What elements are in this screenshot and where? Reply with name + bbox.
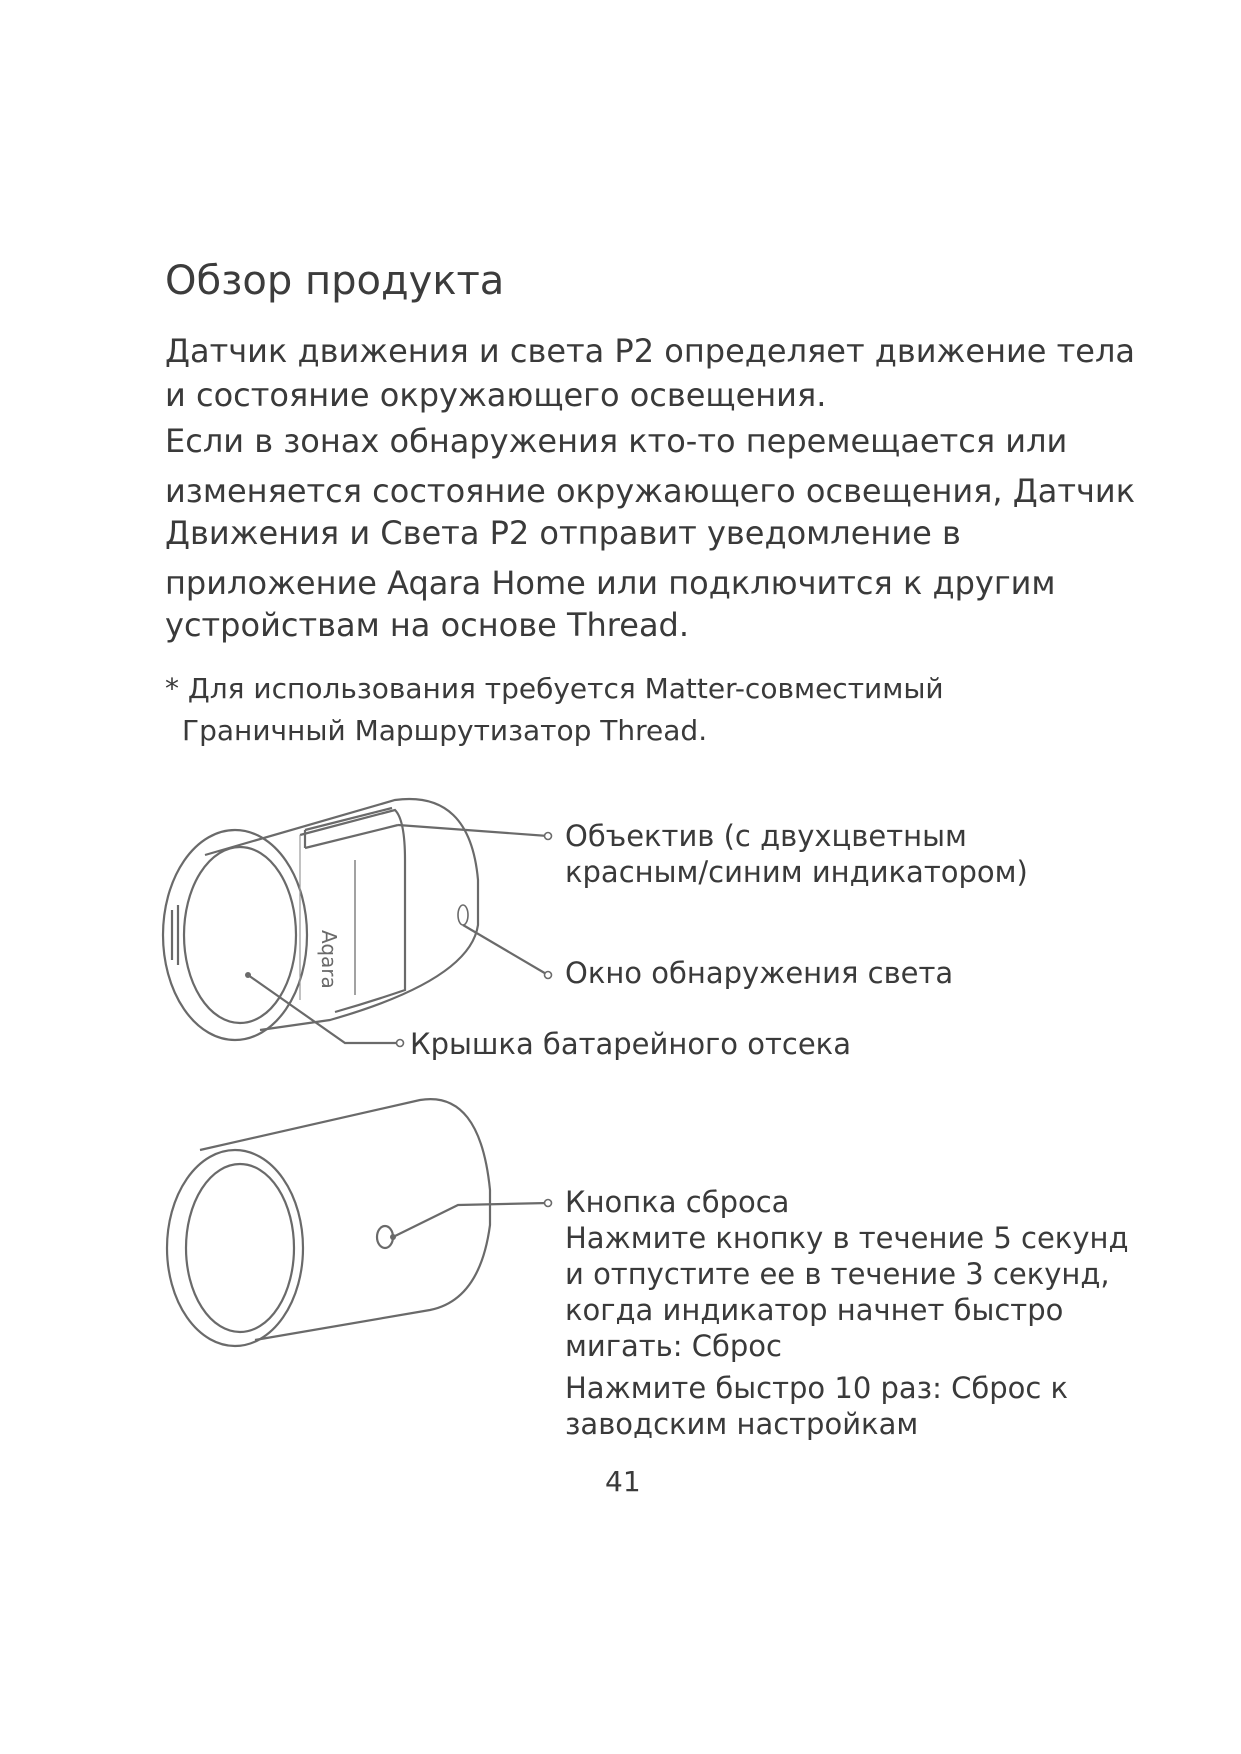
intro-line-1: Датчик движения и света P2 определяет движение тела: [165, 332, 1136, 370]
reset-desc-2: и отпустите ее в течение 3 секунд,: [565, 1257, 1110, 1291]
label-lens-line-2: красным/синим индикатором): [565, 855, 1028, 889]
label-battery-cover: Крышка батарейного отсека: [410, 1027, 851, 1061]
reset-desc-4: мигать: Сброс: [565, 1329, 782, 1363]
factory-reset-2: заводским настройкам: [565, 1407, 919, 1441]
intro-line-7: устройствам на основе Thread.: [165, 606, 690, 644]
intro-line-5: Движения и Света P2 отправит уведомление в: [165, 514, 961, 552]
page-number: 41: [605, 1465, 641, 1498]
sensor-front-illustration: [163, 799, 478, 1040]
intro-line-2: и состояние окружающего освещения.: [165, 376, 827, 414]
reset-desc-3: когда индикатор начнет быстро: [565, 1293, 1064, 1327]
aqara-logo: Aqara: [317, 930, 341, 989]
intro-line-3: Если в зонах обнаружения кто-то перемещается или: [165, 422, 1068, 460]
label-reset-button: [565, 1184, 1129, 1442]
label-light-window: Окно обнаружения света: [565, 956, 954, 990]
intro-line-6: приложение Aqara Home или подключится к другим: [165, 564, 1056, 602]
reset-desc-1: Нажмите кнопку в течение 5 секунд: [565, 1221, 1129, 1255]
reset-title: Кнопка сброса: [565, 1185, 790, 1219]
page-title: Обзор продукта: [165, 258, 505, 304]
factory-reset-1: Нажмите быстро 10 раз: Сброс к: [565, 1371, 1069, 1405]
sensor-back-illustration: [167, 1099, 490, 1346]
footnote-line-1: * Для использования требуется Matter-совместимый: [165, 672, 944, 705]
label-lens: [565, 818, 1028, 890]
footnote-line-2: Граничный Маршрутизатор Thread.: [182, 714, 708, 747]
intro-line-4: изменяется состояние окружающего освещения, Датчик: [165, 472, 1136, 510]
label-lens-line-1: Объектив (с двухцветным: [565, 819, 967, 853]
